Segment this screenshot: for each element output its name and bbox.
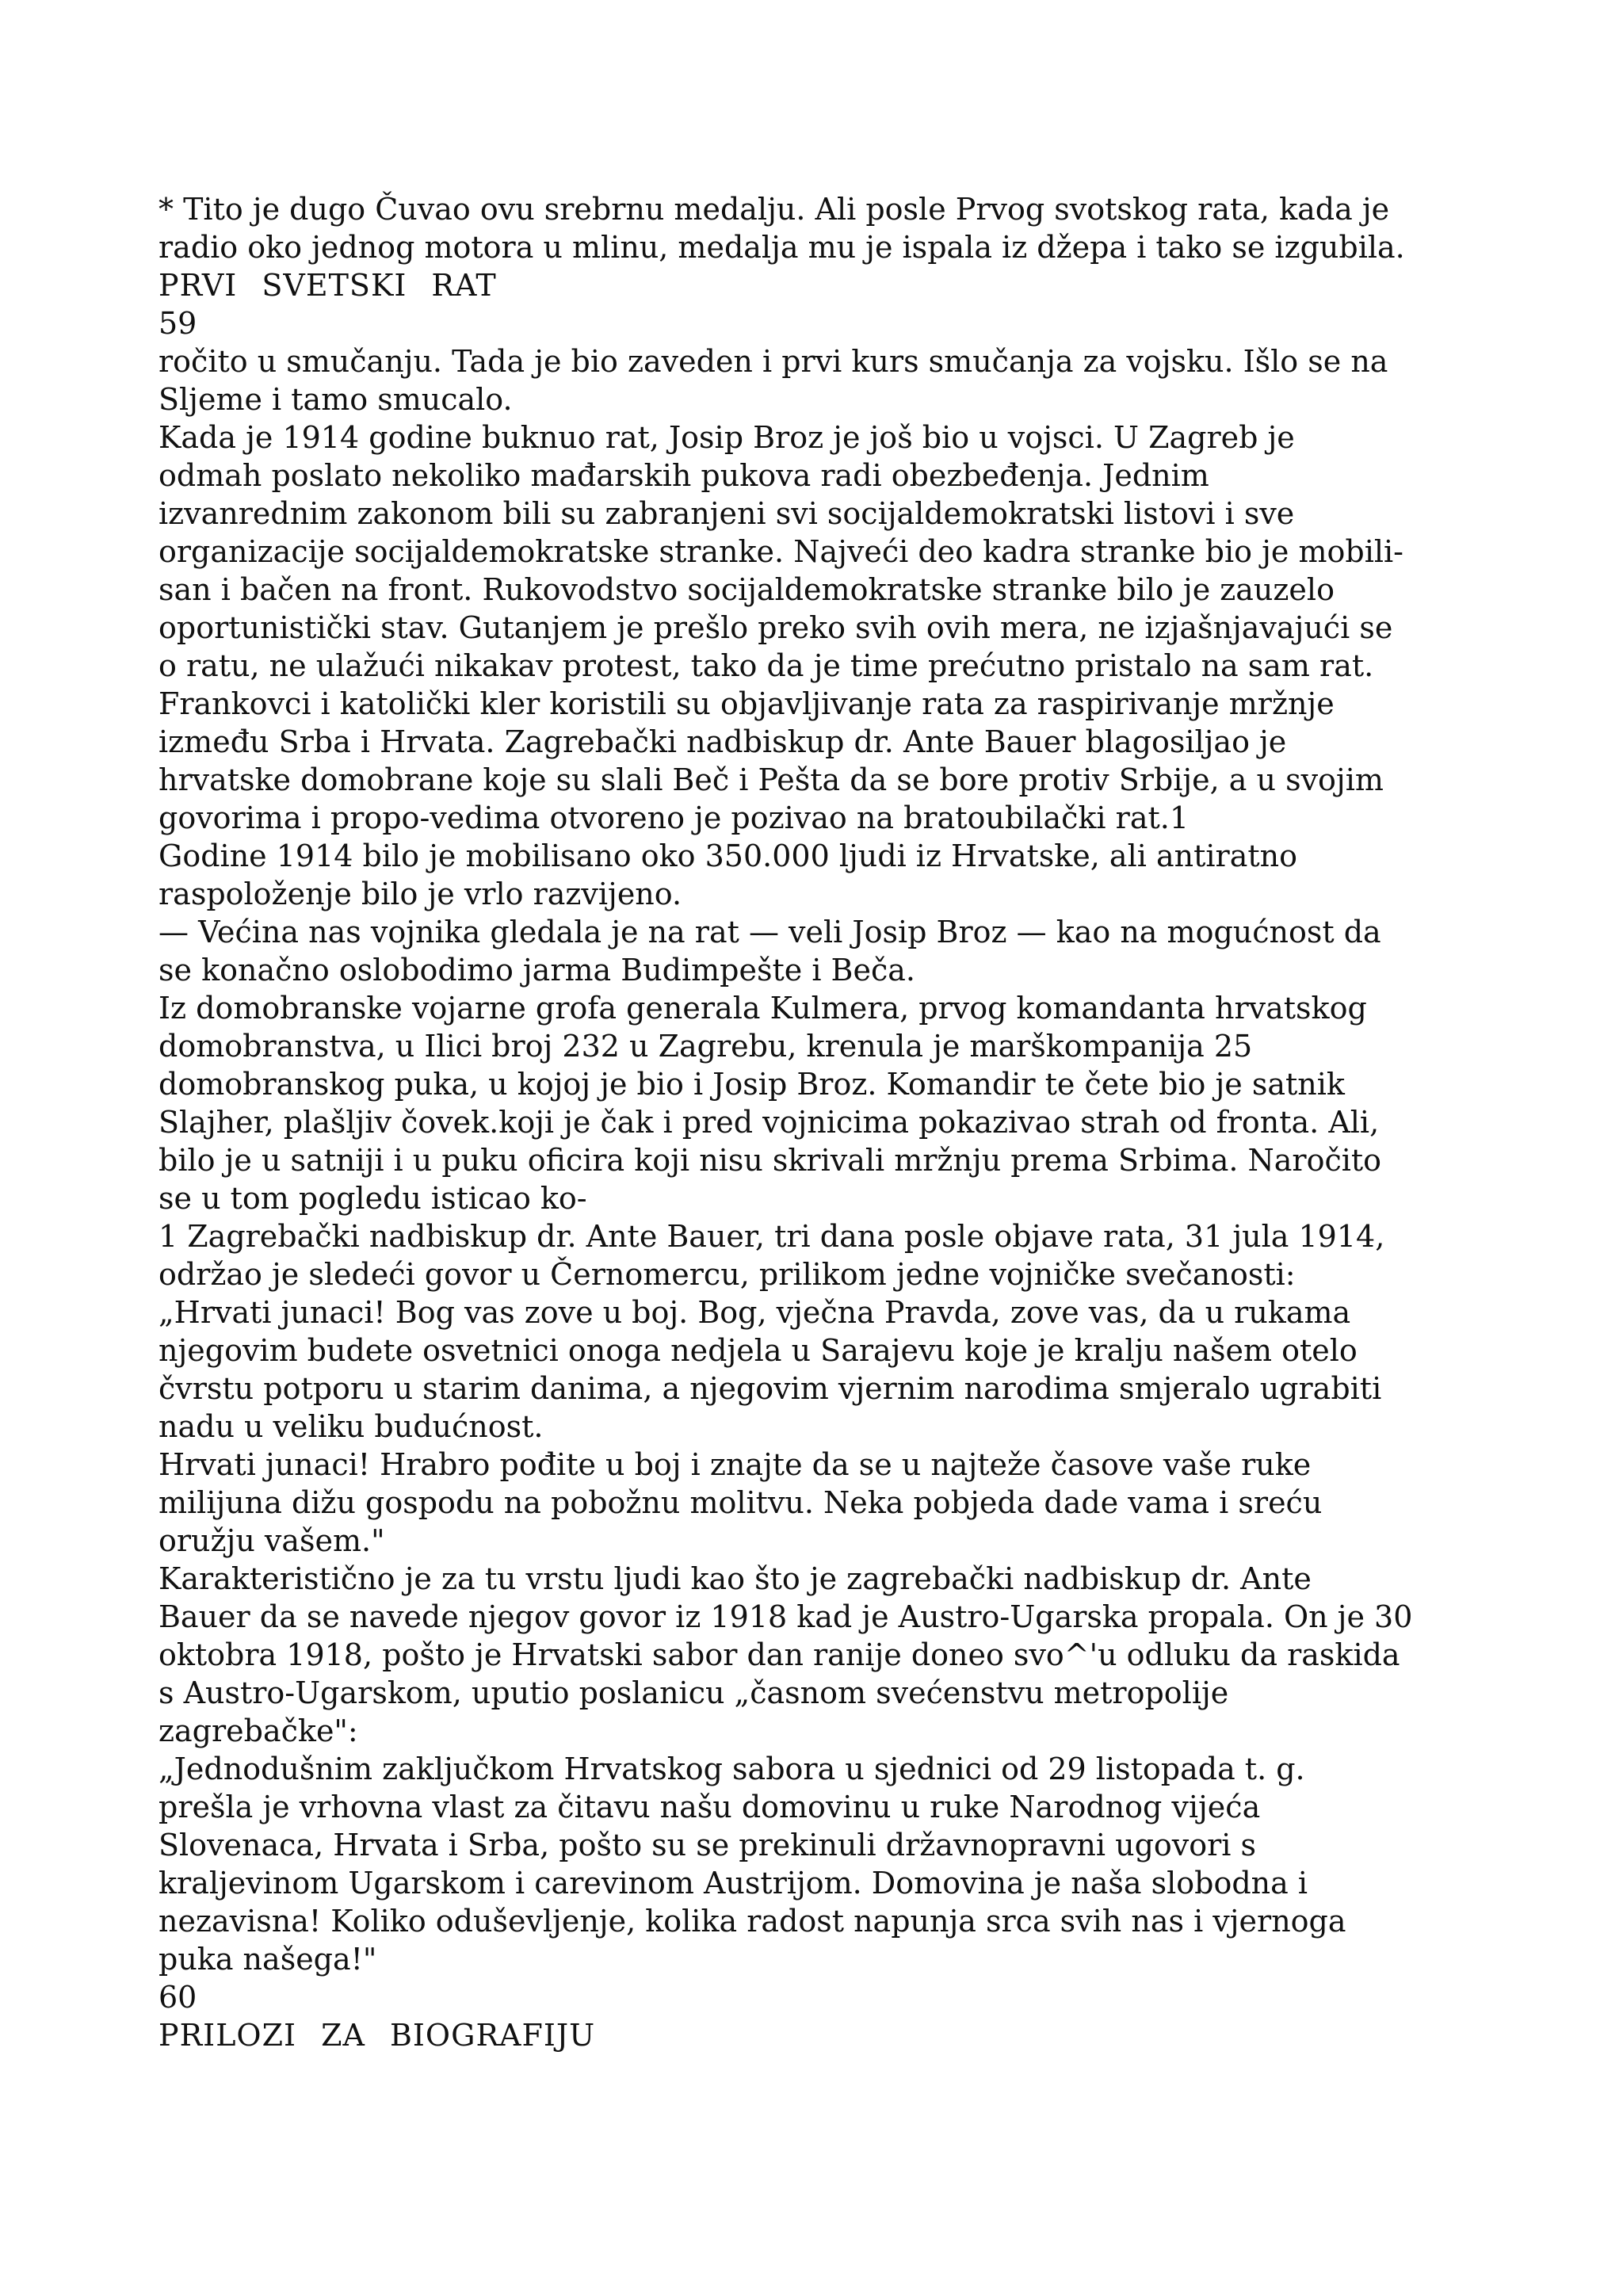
text-line: Frankovci i katolički kler koristili su objavljivanje rata za raspirivanje mržnje [158,686,1335,721]
page-number: 60 [158,1980,197,2015]
text-line: između Srba i Hrvata. Zagrebački nadbiskup dr. Ante Bauer blagosiljao je [158,724,1287,759]
text-line: se konačno oslobodimo jarma Budimpešte i Beča. [158,953,915,988]
text-line: odmah poslato nekoliko mađarskih pukova radi obezbeđenja. Jednim [158,458,1209,493]
text-line: nadu u veliku budućnost. [158,1409,544,1444]
text-line: se u tom pogledu isticao ko- [158,1181,587,1216]
text-line: održao je sledeći govor u Černomercu, prilikom jedne vojničke svečanosti: [158,1257,1296,1292]
text-line: „Jednodušnim zaključkom Hrvatskog sabora u sjednici od 29 listopada t. g. [158,1752,1305,1786]
footnote-line: 1 Zagrebački nadbiskup dr. Ante Bauer, tri dana posle objave rata, 31 jula 1914, [158,1219,1385,1254]
text-line: domobranstva, u Ilici broj 232 u Zagrebu, krenula je marškompanija 25 [158,1029,1253,1064]
text-line: oružju vašem." [158,1523,385,1558]
text-line: Hrvati junaci! Hrabro pođite u boj i znajte da se u najteže časove vaše ruke [158,1447,1312,1482]
text-line: s Austro-Ugarskom, uputio poslanicu „časnom svećenstvu metropolije [158,1675,1229,1710]
text-line: Karakteristično je za tu vrstu ljudi kao što je zagrebački nadbiskup dr. Ante [158,1561,1312,1596]
text-line: kraljevinom Ugarskom i carevinom Austrijom. Domovina je naša slobodna i [158,1866,1308,1901]
text-line: Slajher, plašljiv čovek.koji je čak i pred vojnicima pokazivao strah od fronta. Ali, [158,1105,1380,1140]
footnote-line: * Tito je dugo Čuvao ovu srebrnu medalju. Ali posle Prvog svotskog rata, kada je [158,192,1390,227]
text-line: Bauer da se navede njegov govor iz 1918 kad je Austro-Ugarska propala. On je 30 [158,1599,1413,1634]
text-line: oportunistički stav. Gutanjem je prešlo preko svih ovih mera, ne izjašnjavajući se [158,610,1393,645]
running-header: PRVI SVETSKI RAT [158,268,497,303]
text-line: izvanrednim zakonom bili su zabranjeni svi socijaldemokratski listovi i sve [158,496,1295,531]
text-line: Sljeme i tamo smucalo. [158,382,513,417]
text-line: nezavisna! Koliko oduševljenje, kolika radost napunja srca svih nas i vjernoga [158,1904,1346,1939]
text-line: bilo je u satniji i u puku oficira koji nisu skrivali mržnju prema Srbima. Naročito [158,1143,1382,1178]
text-line: govorima i propo-vedima otvoreno je pozivao na bratoubilački rat.1 [158,800,1190,835]
text-line: san i bačen na front. Rukovodstvo socijaldemokratske stranke bilo je zauzelo [158,572,1335,607]
text-line: Slovenaca, Hrvata i Srba, pošto su se prekinuli državnopravni ugovori s [158,1828,1257,1862]
text-line: „Hrvati junaci! Bog vas zove u boj. Bog, vječna Pravda, zove vas, da u rukama [158,1295,1351,1330]
text-line: — Većina nas vojnika gledala je na rat — veli Josip Broz — kao na mogućnost da [158,915,1381,949]
running-header: PRILOZI ZA BIOGRAFIJU [158,2018,596,2053]
text-line: hrvatske domobrane koje su slali Beč i Pešta da se bore protiv Srbije, a u svojim [158,762,1384,797]
text-line: puka našega!" [158,1942,377,1977]
text-line: Kada je 1914 godine buknuo rat, Josip Broz je još bio u vojsci. U Zagreb je [158,420,1295,455]
text-line: njegovim budete osvetnici onoga nedjela u Sarajevu koje je kralju našem otelo [158,1333,1358,1368]
text-line: zagrebačke": [158,1713,358,1748]
text-line: oktobra 1918, pošto je Hrvatski sabor dan ranije doneo svo^'u odluku da raskida [158,1637,1400,1672]
text-line: domobranskog puka, u kojoj je bio i Josip Broz. Komandir te čete bio je satnik [158,1067,1345,1102]
text-line: Godine 1914 bilo je mobilisano oko 350.000 ljudi iz Hrvatske, ali antiratno [158,839,1297,873]
page-number: 59 [158,306,197,341]
text-line: o ratu, ne ulažući nikakav protest, tako da je time prećutno pristalo na sam rat. [158,648,1374,683]
text-line: milijuna dižu gospodu na pobožnu molitvu. Neka pobjeda dade vama i sreću [158,1485,1323,1520]
text-line: raspoloženje bilo je vrlo razvijeno. [158,877,682,911]
text-line: prešla je vrhovna vlast za čitavu našu domovinu u ruke Narodnog vijeća [158,1790,1261,1824]
document-page [158,190,1490,2054]
text-line: Iz domobranske vojarne grofa generala Kulmera, prvog komandanta hrvatskog [158,991,1367,1026]
footnote-line: radio oko jednog motora u mlinu, medalja mu je ispala iz džepa i tako se izgubila. [158,230,1405,265]
text-line: ročito u smučanju. Tada je bio zaveden i prvi kurs smučanja za vojsku. Išlo se na [158,344,1388,379]
text-line: čvrstu potporu u starim danima, a njegovim vjernim narodima smjeralo ugrabiti [158,1371,1382,1406]
text-line: organizacije socijaldemokratske stranke. Najveći deo kadra stranke bio je mobili- [158,534,1404,569]
